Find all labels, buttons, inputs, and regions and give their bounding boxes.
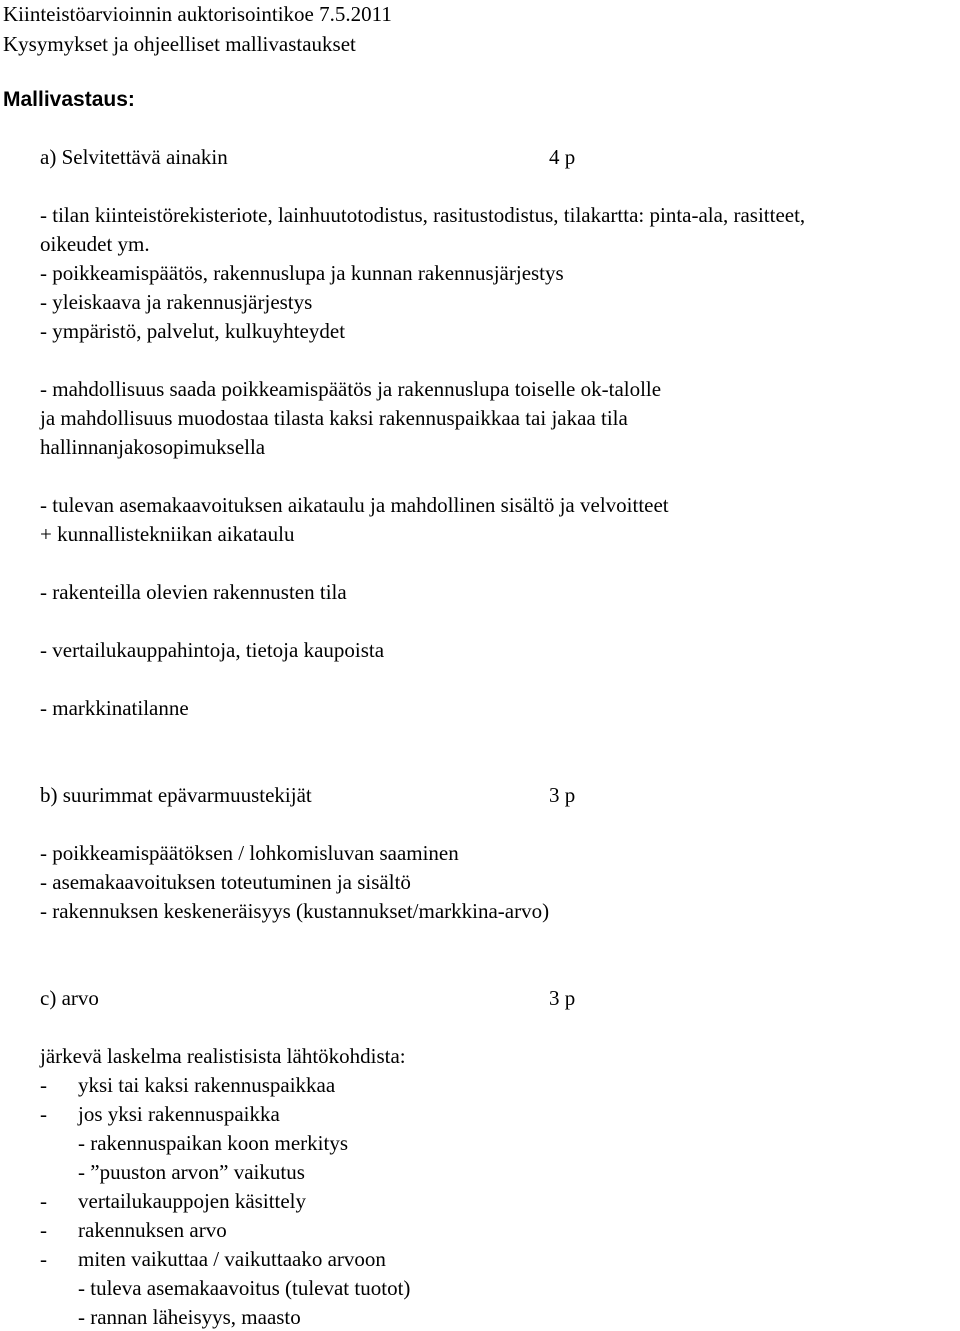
section-a-line: - markkinatilanne — [40, 696, 189, 720]
sub-list-item: - tuleva asemakaavoitus (tulevat tuotot) — [78, 1276, 411, 1300]
sub-list-item: - ”puuston arvon” vaikutus — [78, 1160, 305, 1184]
sub-list-item: - rannan läheisyys, maasto — [78, 1305, 301, 1329]
bullet-dash: - — [40, 1189, 47, 1213]
section-a-line: - poikkeamispäätös, rakennuslupa ja kunnan rakennusjärjestys — [40, 261, 564, 285]
list-item — [40, 1216, 227, 1244]
section-b-title: b) suurimmat epävarmuustekijät — [40, 783, 312, 807]
section-a-line: - tulevan asemakaavoituksen aikataulu ja mahdollinen sisältö ja velvoitteet — [40, 493, 669, 517]
answer-heading: Mallivastaus: — [3, 88, 135, 111]
section-a-line: - mahdollisuus saada poikkeamispäätös ja rakennuslupa toiselle ok-talolle — [40, 377, 662, 401]
section-a-line: - yleiskaava ja rakennusjärjestys — [40, 290, 313, 314]
list-item-text: rakennuksen arvo — [78, 1218, 227, 1242]
section-a-line: oikeudet ym. — [40, 232, 150, 256]
section-a-title: a) Selvitettävä ainakin — [40, 145, 228, 169]
section-c-intro: järkevä laskelma realistisista lähtökohdista: — [40, 1044, 406, 1068]
list-item — [40, 1100, 280, 1128]
section-c-title: c) arvo — [40, 986, 99, 1010]
document-header-title: Kiinteistöarvioinnin auktorisointikoe 7.5.2011 — [3, 2, 392, 26]
bullet-dash: - — [40, 1102, 47, 1126]
bullet-dash: - — [40, 1247, 47, 1271]
document-header-subtitle: Kysymykset ja ohjeelliset mallivastaukset — [3, 32, 356, 56]
section-a-line: - tilan kiinteistörekisteriote, lainhuutotodistus, rasitustodistus, tilakartta: pinta-ala, rasitteet, — [40, 203, 806, 227]
list-item — [40, 1187, 306, 1215]
section-c-points: 3 p — [549, 986, 576, 1010]
section-a-points: 4 p — [549, 145, 576, 169]
list-item-text: yksi tai kaksi rakennuspaikkaa — [78, 1073, 336, 1097]
section-a-line: - ympäristö, palvelut, kulkuyhteydet — [40, 319, 346, 343]
section-a-line: ja mahdollisuus muodostaa tilasta kaksi rakennuspaikkaa tai jakaa tila — [40, 406, 628, 430]
section-b-line: - asemakaavoituksen toteutuminen ja sisältö — [40, 870, 411, 894]
list-item-text: jos yksi rakennuspaikka — [78, 1102, 280, 1126]
bullet-dash: - — [40, 1073, 47, 1097]
section-a-line: + kunnallistekniikan aikataulu — [40, 522, 295, 546]
bullet-dash: - — [40, 1218, 47, 1242]
sub-list-item: - rakennuspaikan koon merkitys — [78, 1131, 349, 1155]
section-b-line: - poikkeamispäätöksen / lohkomisluvan saaminen — [40, 841, 459, 865]
list-item — [40, 1245, 386, 1273]
section-a-line: - rakenteilla olevien rakennusten tila — [40, 580, 347, 604]
list-item-text: vertailukauppojen käsittely — [78, 1189, 307, 1213]
section-a-line: - vertailukauppahintoja, tietoja kaupoista — [40, 638, 385, 662]
list-item — [40, 1071, 335, 1099]
section-b-line: - rakennuksen keskeneräisyys (kustannukset/markkina-arvo) — [40, 899, 550, 923]
section-b-points: 3 p — [549, 783, 576, 807]
section-a-line: hallinnanjakosopimuksella — [40, 435, 266, 459]
list-item-text: miten vaikuttaa / vaikuttaako arvoon — [78, 1247, 386, 1271]
